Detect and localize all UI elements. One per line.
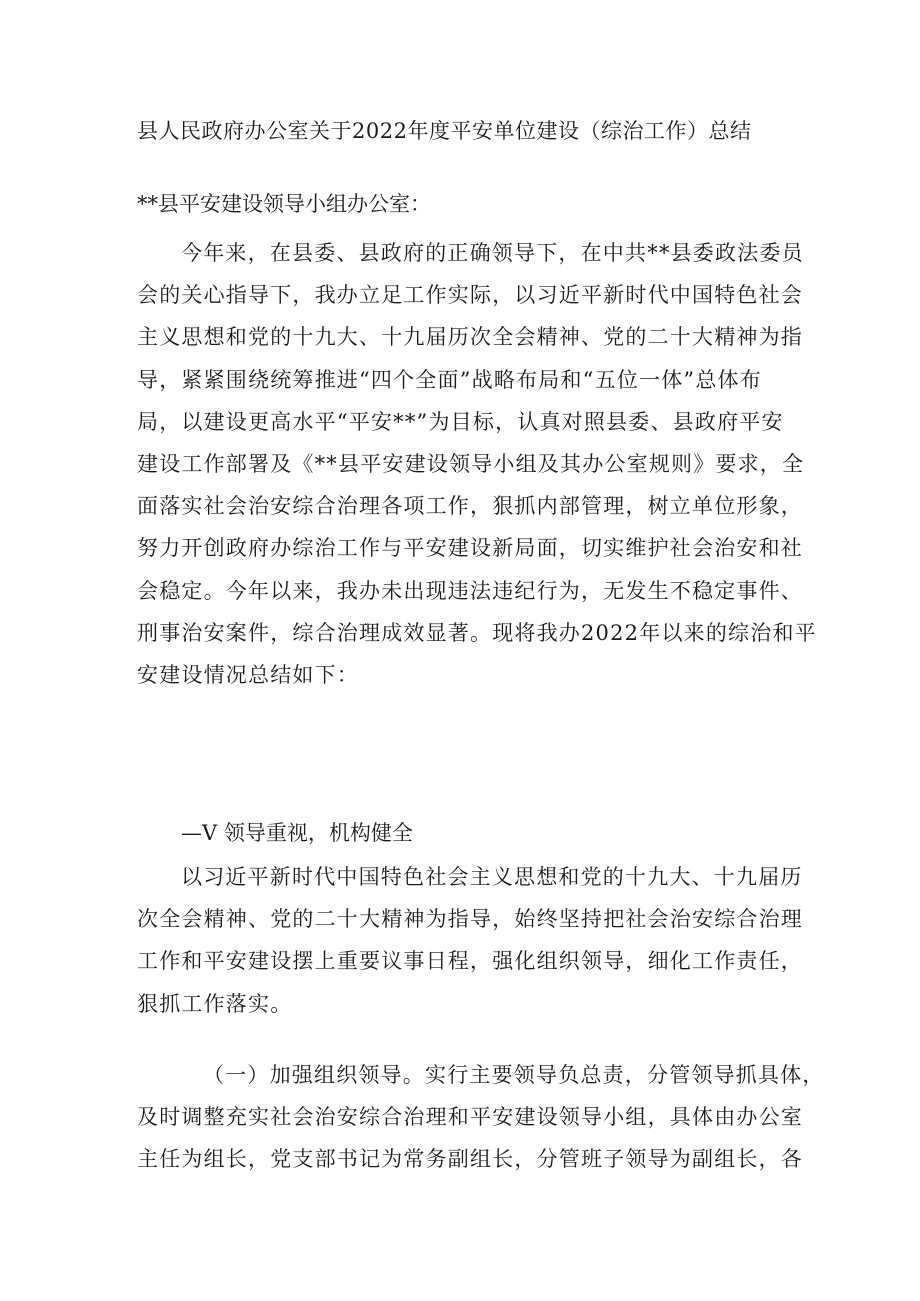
paragraph-line: 以习近平新时代中国特色社会主义思想和党的十九大、十九届历 — [181, 865, 803, 889]
paragraph-line: 会稳定。今年以来，我办未出现违法违纪行为，无发生不稳定事件、 — [137, 578, 803, 603]
salutation: **县平安建设领导小组办公室： — [137, 192, 431, 216]
paragraph-line: 努力开创政府办综治工作与平安建设新局面，切实维护社会治安和社 — [137, 536, 803, 561]
document-title: 县人民政府办公室关于2022年度平安单位建设（综治工作）总结 — [137, 119, 752, 143]
paragraph-line: 今年来，在县委、县政府的正确领导下，在中共**县委政法委员 — [181, 241, 804, 265]
section-heading: —V 领导重视，机构健全 — [181, 821, 413, 845]
paragraph-line: 工作和平安建设摆上重要议事日程，强化组织领导，细化工作责任， — [137, 949, 803, 974]
paragraph-line: 面落实社会治安综合治理各项工作，狠抓内部管理，树立单位形象， — [137, 494, 803, 519]
paragraph-line: 刑事治安案件，综合治理成效显著。现将我办2022年以来的综治和平 — [137, 620, 817, 645]
paragraph-line: 及时调整充实社会治安综合治理和平安建设领导小组，具体由办公室 — [137, 1105, 803, 1130]
section1-paragraph — [137, 856, 803, 1025]
paragraph-line: 安建设情况总结如下： — [137, 663, 359, 688]
paragraph-line: 主义思想和党的十九大、十九届历次全会精神、党的二十大精神为指 — [137, 325, 803, 350]
paragraph-line: 主任为组长，党支部书记为常务副组长，分管班子领导为副组长，各 — [137, 1147, 803, 1172]
paragraph-line: 狠抓工作落实。 — [137, 991, 293, 1016]
paragraph-line: 导，紧紧围绕统筹推进“四个全面”战略布局和“五位一体”总体布 — [137, 367, 762, 392]
subsection1-paragraph — [137, 1054, 825, 1181]
paragraph-line: 会的关心指导下，我办立足工作实际，以习近平新时代中国特色社会 — [137, 283, 803, 308]
paragraph-line: 局，以建设更高水平“平安**”为目标，认真对照县委、县政府平安 — [137, 409, 784, 434]
paragraph-line: （一）加强组织领导。实行主要领导负总责，分管领导抓具体， — [203, 1063, 825, 1087]
paragraph-line: 建设工作部署及《**县平安建设领导小组及其办公室规则》要求，全 — [137, 452, 805, 477]
intro-paragraph — [137, 232, 817, 696]
paragraph-line: 次全会精神、党的二十大精神为指导，始终坚持把社会治安综合治理 — [137, 907, 803, 932]
